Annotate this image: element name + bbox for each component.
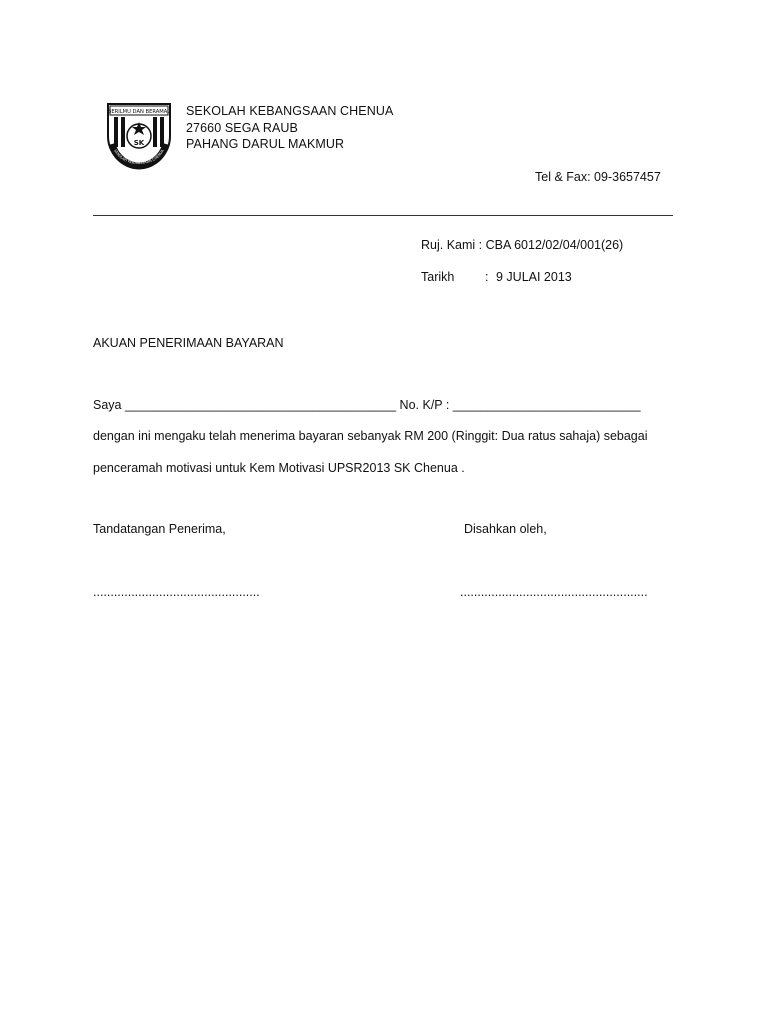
body-line-name-ic: Saya _______________________________________ No. K/P : ___________________________: [93, 398, 641, 412]
date-label: Tarikh: [421, 270, 455, 284]
phone-fax: Tel & Fax: 09-3657457: [535, 170, 661, 184]
approver-signature-line: ......................................................: [460, 585, 648, 599]
date-colon: :: [485, 270, 489, 284]
logo-motto-bottom: SEKOLAH KEBANGSAAN CHENUA: [113, 148, 165, 166]
document-title: AKUAN PENERIMAAN BAYARAN: [93, 336, 284, 350]
body-line-payment: dengan ini mengaku telah menerima bayaran sebanyak RM 200 (Ringgit: Dua ratus sahaja) sebagai: [93, 429, 648, 443]
school-name: SEKOLAH KEBANGSAAN CHENUA: [186, 104, 394, 118]
approver-signature-label: Disahkan oleh,: [464, 522, 547, 536]
reference-number: Ruj. Kami : CBA 6012/02/04/001(26): [421, 238, 624, 252]
body-line-purpose: penceramah motivasi untuk Kem Motivasi UPSR2013 SK Chenua .: [93, 461, 465, 475]
logo-motto-top: BERILMU DAN BERAMAL: [107, 109, 171, 115]
logo-emblem-text: SK: [133, 139, 145, 147]
receiver-signature-line: ................................................: [93, 585, 260, 599]
date-value: 9 JULAI 2013: [496, 270, 572, 284]
address-line-2: PAHANG DARUL MAKMUR: [186, 137, 345, 151]
receiver-signature-label: Tandatangan Penerima,: [93, 522, 226, 536]
address-line-1: 27660 SEGA RAUB: [186, 121, 298, 135]
header-divider: [93, 215, 673, 216]
school-crest-icon: [106, 100, 172, 170]
